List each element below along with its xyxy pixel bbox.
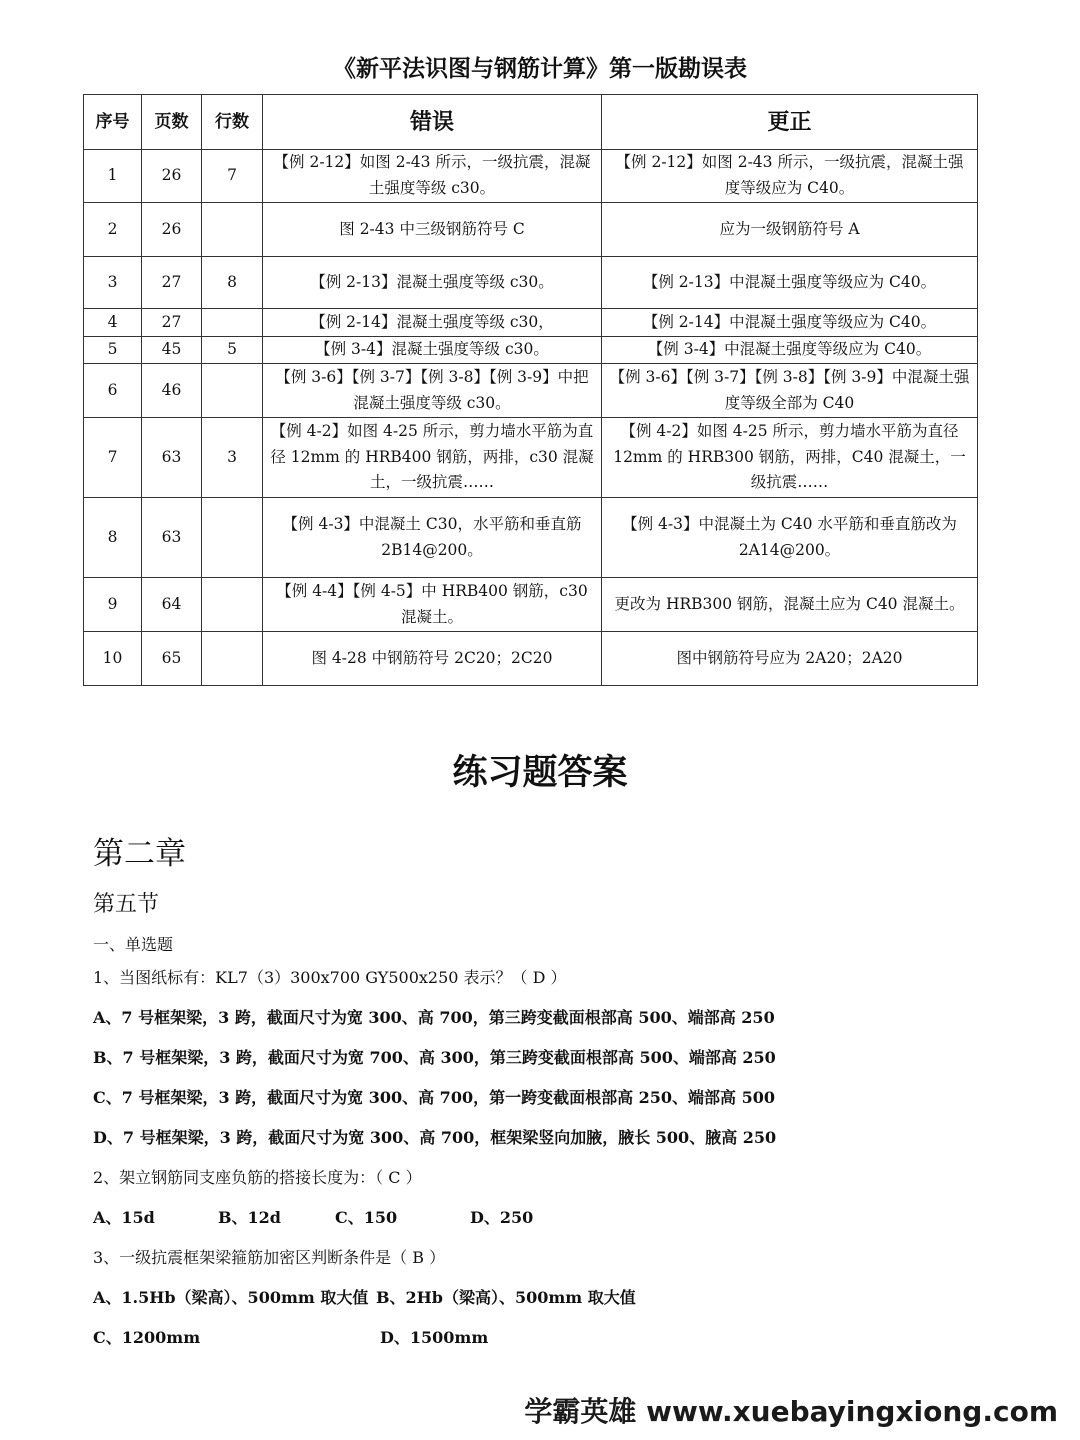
cell-page: 45 [142,337,202,364]
cell-error: 【例 2-14】混凝土强度等级 c30， [263,309,602,337]
cell-no: 8 [84,498,142,578]
cell-no: 9 [84,578,142,632]
question-type: 一、单选题 [93,935,174,954]
cell-page: 64 [142,578,202,632]
question-3: 3、一级抗震框架梁箍筋加密区判断条件是（ B ） [93,1248,446,1267]
section-heading: 第五节 [93,892,160,917]
cell-page: 65 [142,632,202,686]
table-row [84,364,978,418]
cell-fix: 【例 2-12】如图 2-43 所示，一级抗震，混凝土强度等级应为 C40。 [602,150,978,203]
cell-no: 1 [84,150,142,203]
table-row [84,309,978,337]
table-header-row [84,95,978,150]
cell-fix: 应为一级钢筋符号 A [602,203,978,257]
cell-no: 3 [84,257,142,309]
cell-page: 26 [142,150,202,203]
q3-options-cd [93,1325,543,1347]
q3-options-ab [93,1285,693,1307]
cell-fix: 图中钢筋符号应为 2A20；2A20 [602,632,978,686]
cell-error: 【例 2-12】如图 2-43 所示，一级抗震，混凝土强度等级 c30。 [263,150,602,203]
cell-error: 【例 4-4】【例 4-5】中 HRB400 钢筋，c30 混凝土。 [263,578,602,632]
cell-error: 图 4-28 中钢筋符号 2C20；2C20 [263,632,602,686]
cell-no: 10 [84,632,142,686]
header-fix: 更正 [602,95,978,150]
table-row [84,150,978,203]
cell-page: 46 [142,364,202,418]
q3-option-a: A、1.5Hb（梁高）、500mm 取大值 [93,1288,369,1307]
cell-line [202,498,263,578]
errata-table [83,94,978,686]
header-no: 序号 [84,95,142,150]
q2-option-b: B、12d [218,1208,281,1227]
q1-option-c: C、7 号框架梁，3 跨，截面尺寸为宽 300、高 700，第一跨变截面根部高 250、端部高 500 [93,1088,776,1107]
cell-line: 3 [202,418,263,498]
table-row [84,203,978,257]
table-row [84,337,978,364]
cell-error: 【例 3-6】【例 3-7】【例 3-8】【例 3-9】中把混凝土强度等级 c30。 [263,364,602,418]
q1-option-d: D、7 号框架梁，3 跨，截面尺寸为宽 300、高 700，框架梁竖向加腋，腋长 500、腋高 250 [93,1128,777,1147]
table-row [84,257,978,309]
cell-no: 6 [84,364,142,418]
cell-line: 5 [202,337,263,364]
chapter-heading: 第二章 [93,836,186,872]
cell-line [202,578,263,632]
table-row [84,498,978,578]
q3-option-c: C、1200mm [93,1328,201,1347]
cell-line [202,364,263,418]
q2-options [93,1205,543,1227]
cell-error: 【例 3-4】混凝土强度等级 c30。 [263,337,602,364]
table-row [84,632,978,686]
table-row [84,578,978,632]
cell-no: 2 [84,203,142,257]
cell-error: 图 2-43 中三级钢筋符号 C [263,203,602,257]
cell-fix: 更改为 HRB300 钢筋，混凝土应为 C40 混凝土。 [602,578,978,632]
cell-fix: 【例 3-4】中混凝土强度等级应为 C40。 [602,337,978,364]
q1-option-a: A、7 号框架梁，3 跨，截面尺寸为宽 300、高 700，第三跨变截面根部高 500、端部高 250 [93,1008,775,1027]
cell-page: 27 [142,309,202,337]
cell-line: 8 [202,257,263,309]
cell-fix: 【例 2-14】中混凝土强度等级应为 C40。 [602,309,978,337]
cell-fix: 【例 2-13】中混凝土强度等级应为 C40。 [602,257,978,309]
cell-fix: 【例 4-3】中混凝土为 C40 水平筋和垂直筋改为 2A14@200。 [602,498,978,578]
q3-option-b: B、2Hb（梁高）、500mm 取大值 [376,1288,636,1307]
answers-title: 练习题答案 [452,752,628,793]
cell-no: 7 [84,418,142,498]
cell-no: 5 [84,337,142,364]
cell-page: 27 [142,257,202,309]
cell-error: 【例 4-3】中混凝土 C30，水平筋和垂直筋 2B14@200。 [263,498,602,578]
q2-option-a: A、15d [93,1208,155,1227]
cell-line: 7 [202,150,263,203]
header-error: 错误 [263,95,602,150]
table-row [84,418,978,498]
cell-error: 【例 2-13】混凝土强度等级 c30。 [263,257,602,309]
cell-fix: 【例 4-2】如图 4-25 所示，剪力墙水平筋为直径 12mm 的 HRB300 钢筋，两排，C40 混凝土，一级抗震…… [602,418,978,498]
header-line: 行数 [202,95,263,150]
cell-page: 26 [142,203,202,257]
document-title: 《新平法识图与钢筋计算》第一版勘误表 [333,55,747,82]
cell-page: 63 [142,418,202,498]
watermark: 学霸英雄 www.xuebayingxiong.com [524,1395,1058,1428]
q1-option-b: B、7 号框架梁，3 跨，截面尺寸为宽 700、高 300，第三跨变截面根部高 500、端部高 250 [93,1048,776,1067]
q2-option-c: C、150 [335,1208,398,1227]
cell-line [202,632,263,686]
cell-page: 63 [142,498,202,578]
question-2: 2、架立钢筋同支座负筋的搭接长度为：（ C ） [93,1168,422,1187]
q2-option-d: D、250 [470,1208,534,1227]
question-1: 1、当图纸标有：KL7（3）300x700 GY500x250 表示？（ D ） [93,968,567,987]
header-page: 页数 [142,95,202,150]
cell-fix: 【例 3-6】【例 3-7】【例 3-8】【例 3-9】中混凝土强度等级全部为 C40 [602,364,978,418]
cell-line [202,203,263,257]
cell-error: 【例 4-2】如图 4-25 所示，剪力墙水平筋为直径 12mm 的 HRB400 钢筋，两排，c30 混凝土，一级抗震…… [263,418,602,498]
cell-no: 4 [84,309,142,337]
cell-line [202,309,263,337]
q3-option-d: D、1500mm [380,1328,489,1347]
